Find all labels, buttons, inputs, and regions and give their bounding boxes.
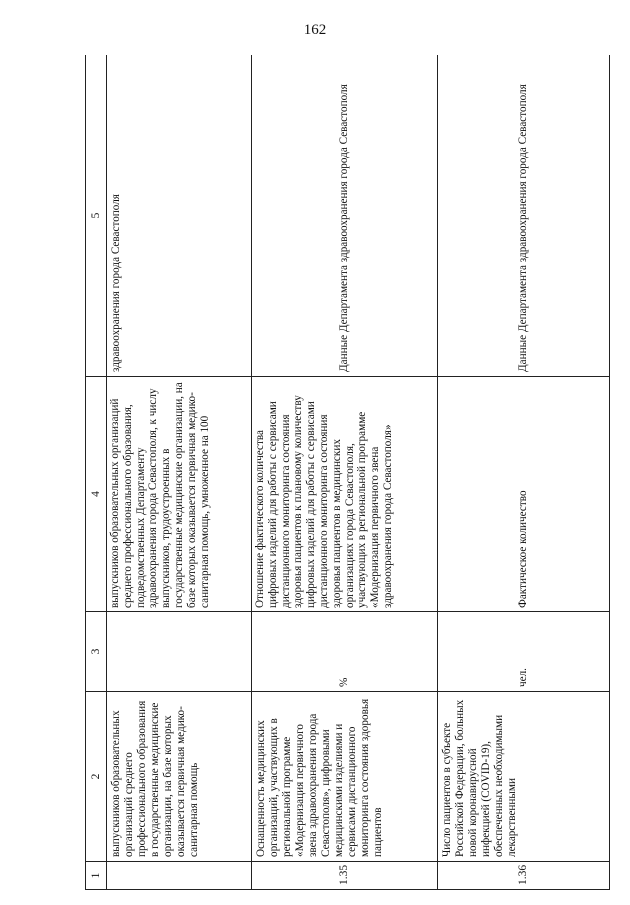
calculation-method: Отношение фактического количества цифровых изделий для работы с сервисами дистанционного мониторинга состояния здоровья пациентов к плановому количеству цифровых изделий для работы с сервисами дистанционного мониторинга состояния здоровья пациентов в медицинских организациях города Севастополя, участвующих в региональной программе «Модернизация первичного звена здравоохранения города Севастополя» bbox=[252, 377, 438, 612]
row-number: 1.36 bbox=[438, 862, 610, 890]
rotated-table-area bbox=[85, 55, 610, 890]
indicator-name: Число пациентов в субъекте Российской Федерации, больных новой коронавирусной инфекцией (COVID-19), обеспеченных необходимыми лекарственными bbox=[438, 692, 610, 862]
unit-cell bbox=[107, 612, 252, 692]
page-number: 162 bbox=[303, 22, 327, 38]
unit-cell: чел. bbox=[438, 612, 610, 692]
header-col-4: 4 bbox=[86, 377, 107, 612]
data-source: Данные Департамента здравоохранения города Севастополя bbox=[252, 55, 438, 377]
calculation-method: выпускников образовательных организаций среднего профессионального образования, подведомственных Департаменту здравоохранения города Севастополя, к числу выпускников, трудоустроенных в государственные медицинские организации, на базе которых оказывается первичная медико-санитарная помощь, умноженное на 100 bbox=[107, 377, 252, 612]
indicators-table bbox=[85, 55, 610, 890]
header-col-1: 1 bbox=[86, 862, 107, 890]
header-col-5: 5 bbox=[86, 55, 107, 377]
header-col-3: 3 bbox=[86, 612, 107, 692]
data-source: Данные Департамента здравоохранения города Севастополя bbox=[438, 55, 610, 377]
calculation-method: Фактическое количество bbox=[438, 377, 610, 612]
table-header-row bbox=[86, 55, 107, 890]
data-source: здравоохранения города Севастополя bbox=[107, 55, 252, 377]
header-col-2: 2 bbox=[86, 692, 107, 862]
table-row bbox=[438, 55, 610, 890]
indicator-name: выпускников образовательных организаций среднего профессионального образования в государственные медицинские организации, на базе которых оказывается первичная медико-санитарная помощь bbox=[107, 692, 252, 862]
row-number: 1.35 bbox=[252, 862, 438, 890]
unit-cell: % bbox=[252, 612, 438, 692]
indicator-name: Оснащенность медицинских организаций, участвующих в региональной программе «Модернизация первичного звена здравоохранения города Севастополя», цифровыми медицинскими изделиями и сервисами дистанционного мониторинга состояния здоровья пациентов bbox=[252, 692, 438, 862]
table-row bbox=[252, 55, 438, 890]
table-row bbox=[107, 55, 252, 890]
row-number bbox=[107, 862, 252, 890]
